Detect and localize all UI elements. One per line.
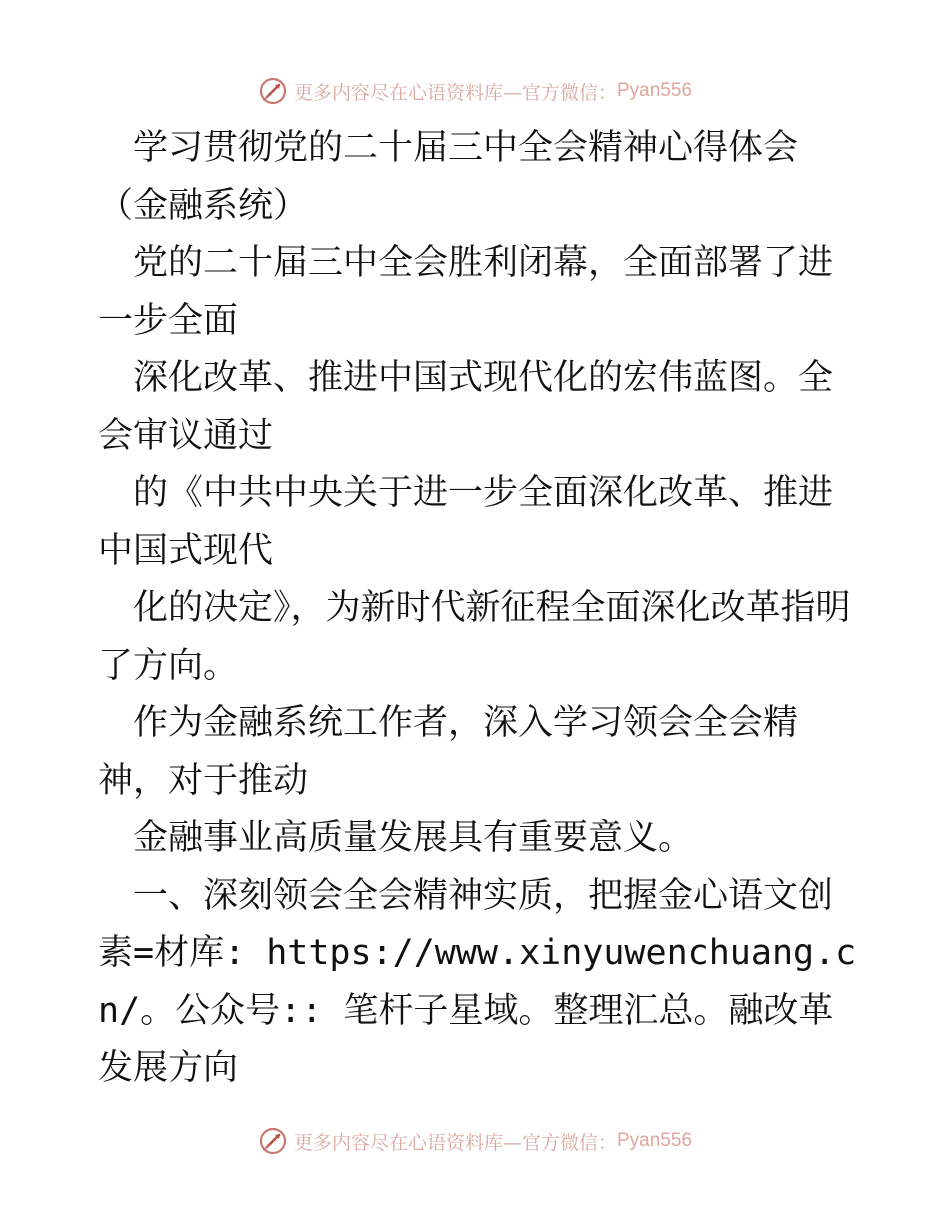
header-watermark — [0, 71, 950, 111]
paragraph-2: 深化改革、推进中国式现代化的宏伟蓝图。全会审议通过 — [98, 358, 834, 456]
footer-watermark — [0, 1121, 950, 1161]
watermark-text: 更多内容尽在心语资料库—官方微信： — [293, 1131, 617, 1154]
paragraph-3: 的《中共中央关于进一步全面深化改革、推进中国式现代 — [98, 473, 834, 571]
section-heading-1: 一、深刻领会全会精神实质，把握金心语文创素=材库: https://www.xinyuwenchuang.cn/。公众号:: 笔杆子星域。整理汇总。融改革发展方向 — [98, 875, 857, 1088]
document-title: 学习贯彻党的二十届三中全会精神心得体会（金融系统） — [98, 128, 799, 226]
watermark-text: 更多内容尽在心语资料库—官方微信： — [293, 81, 617, 104]
watermark-handle: Pyan556 — [617, 1130, 693, 1151]
paragraph-5: 作为金融系统工作者，深入学习领会全会精神，对于推动 — [98, 703, 799, 801]
paragraph-6: 金融事业高质量发展具有重要意义。 — [133, 818, 694, 858]
paragraph-4: 化的决定》，为新时代新征程全面深化改革指明了方向。 — [98, 588, 851, 686]
paragraph-1: 党的二十届三中全会胜利闭幕，全面部署了进一步全面 — [98, 243, 834, 341]
document-body — [98, 120, 858, 1098]
watermark-handle: Pyan556 — [617, 80, 693, 101]
quill-logo-icon — [258, 1126, 288, 1156]
quill-logo-icon — [258, 76, 288, 106]
